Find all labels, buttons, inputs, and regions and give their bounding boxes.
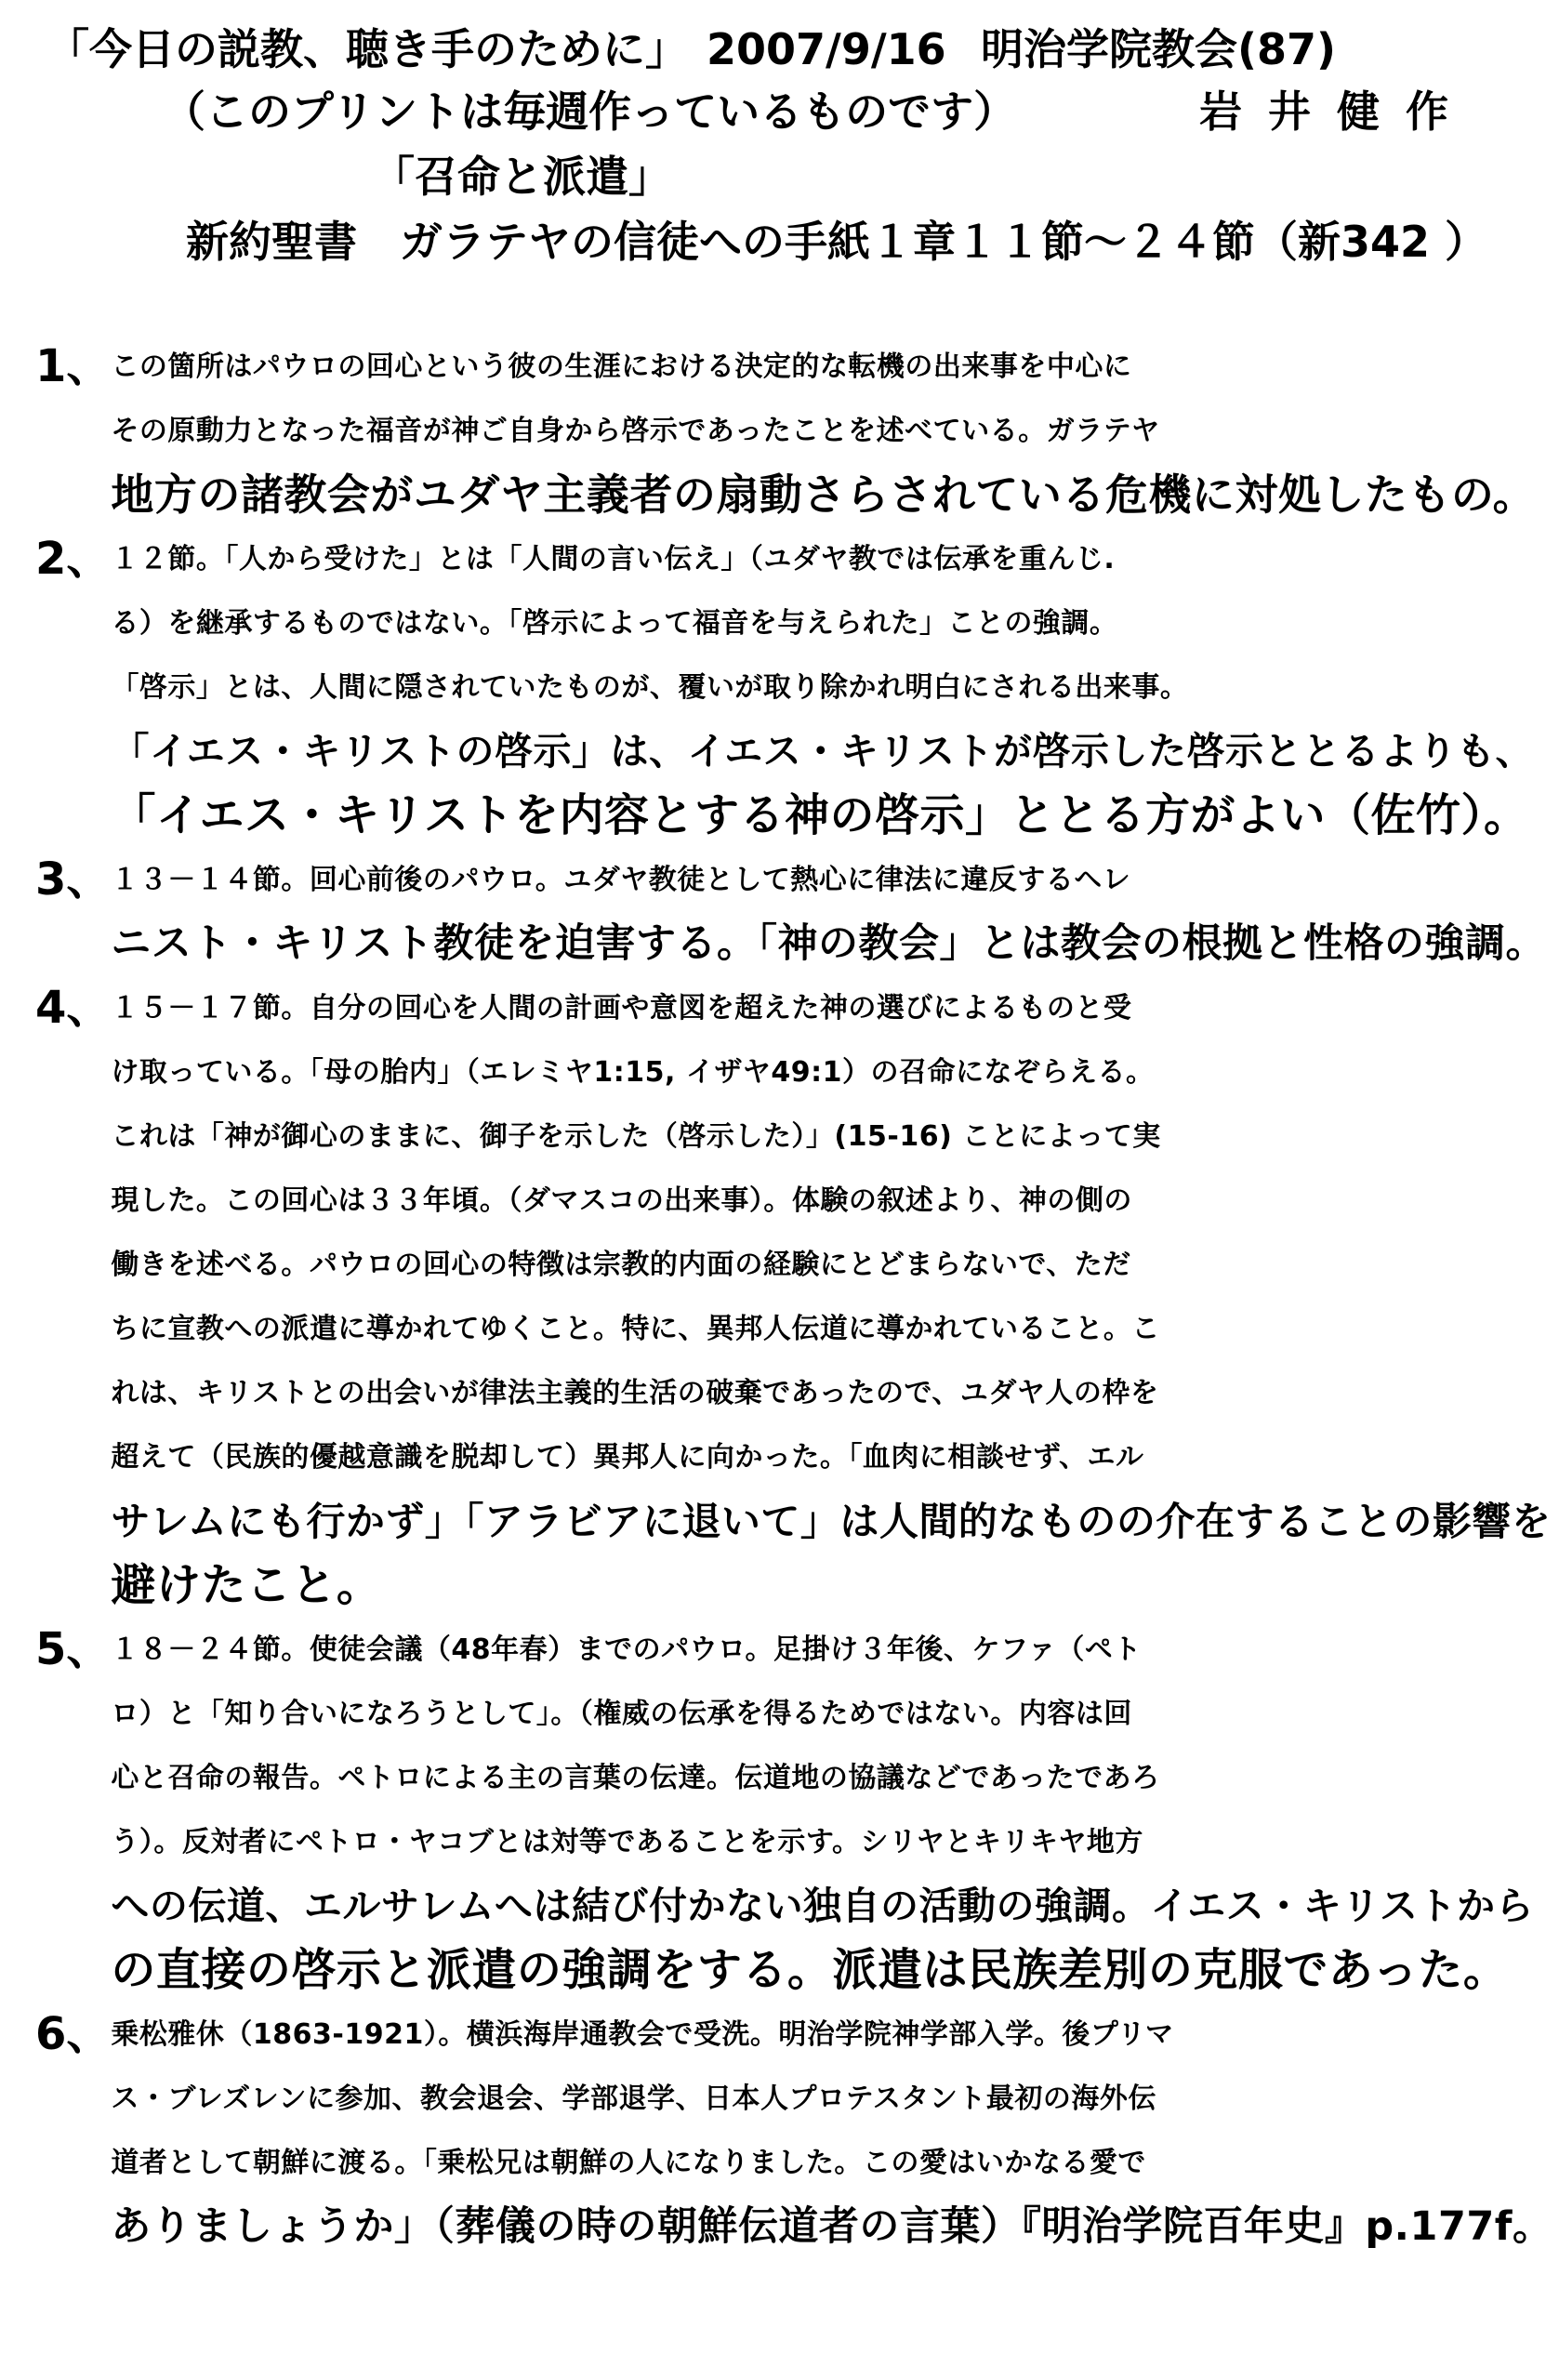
- note-line: う）。反対者にペトロ・ヤコブとは対等であることを示す。シリヤとキリキヤ地方: [111, 1826, 1143, 1858]
- note-line: 道者として朝鮮に渡る。「乗松兄は朝鮮の人になりました。この愛はいかなる愛で: [111, 2147, 1146, 2179]
- note-line: その原動力となった福音が神ご自身から啓示であったことを述べている。ガラテヤ: [111, 415, 1160, 447]
- note-line: これは「神が御心のままに、御子を示した（啓示した）」(15-16) ことによって実: [111, 1120, 1161, 1153]
- note-line: 心と召命の報告。ペトロによる主の言葉の伝達。伝道地の協議などであったであろ: [111, 1762, 1160, 1794]
- note-item: [35, 848, 1547, 976]
- note-line: ロ）と「知り合いになろうとして」。（権威の伝承を得るためではない。内容は回: [111, 1698, 1132, 1730]
- note-line: 「イエス・キリストの啓示」は、イエス・キリストが啓示した啓示ととるよりも、: [111, 729, 1534, 774]
- numbered-notes: [35, 335, 1553, 2259]
- note-line: る）を継承するものではない。「啓示によって福音を与えられた」ことの強調。: [111, 607, 1118, 640]
- church-name: 明治学院教会(87): [981, 24, 1337, 74]
- note-text: [111, 848, 1546, 976]
- note-item: [35, 2003, 1553, 2259]
- note-line: サレムにも行かず」「アラビアに退いて」は人間的なものの介在することの影響を: [111, 1499, 1552, 1544]
- note-line: ス・ブレズレンに参加、教会退会、学部退学、日本人プロテスタント最初の海外伝: [111, 2082, 1156, 2115]
- note-line: れは、キリストとの出会いが律法主義的生活の破棄であったので、ユダヤ人の枠を: [111, 1377, 1159, 1409]
- series-title: 「今日の説教、聴き手のために」: [46, 24, 688, 74]
- note-text: [111, 976, 1551, 1618]
- note-line: ありましょうか」（葬儀の時の朝鮮伝道者の言葉）『明治学院百年史』p.177f。: [111, 2203, 1553, 2250]
- note-text: [111, 335, 1536, 527]
- note-line: への伝道、エルサレムへは結び付かない独自の活動の強調。イエス・キリストから: [111, 1884, 1534, 1928]
- note-line: 「イエス・キリストを内容とする神の啓示」ととる方がよい（佐竹）。: [111, 789, 1529, 841]
- note-number: 2、: [35, 533, 112, 585]
- note-line: １８－２４節。使徒会議（48年春）までのパウロ。足掛け３年後、ケファ（ペト: [111, 1633, 1142, 1666]
- note-line: 超えて（民族的優越意識を脱却して）異邦人に向かった。「血肉に相談せず、エル: [111, 1441, 1144, 1474]
- note-item: [35, 1618, 1532, 2003]
- scripture-reference: 新約聖書 ガラテヤの信徒への手紙１章１１節～２４節（新342 ）: [186, 217, 1488, 267]
- note-text: [111, 1618, 1534, 2003]
- note-line: 「啓示」とは、人間に隠されていたものが、覆いが取り除かれ明白にされる出来事。: [111, 671, 1189, 704]
- note-line: ニスト・キリスト教徒を迫害する。「神の教会」とは教会の根拠と性格の強調。: [111, 920, 1547, 967]
- note-line: 避けたこと。: [111, 1559, 382, 1611]
- note-text: [111, 2003, 1552, 2259]
- note-number: 5、: [35, 1623, 112, 1675]
- note-line: １２節。「人から受けた」とは「人間の言い伝え」（ユダヤ教では伝承を重んじ.: [111, 543, 1116, 575]
- note-item: [35, 527, 1532, 848]
- note-number: 3、: [35, 853, 112, 906]
- note-line: 働きを述べる。パウロの回心の特徴は宗教的内面の経験にとどまらないで、ただ: [111, 1249, 1131, 1281]
- note-item: [35, 335, 1537, 527]
- note-line: 現した。この回心は３３年頃。（ダマスコの出来事）。体験の叙述より、神の側の: [111, 1184, 1132, 1217]
- note-line: の直接の啓示と派遣の強調をする。派遣は民族差別の克服であった。: [111, 1944, 1509, 1996]
- note-line: この箇所はパウロの回心という彼の生涯における決定的な転機の出来事を中心に: [111, 350, 1132, 383]
- note-line: け取っている。「母の胎内」（エレミヤ1:15, イザヤ49:1）の召命になぞらえる。: [111, 1056, 1155, 1089]
- note-number: 6、: [35, 2008, 112, 2060]
- sermon-title: 「召命と派遣」: [372, 152, 671, 202]
- author-name: 岩井健作: [1199, 86, 1474, 137]
- sermon-date: 2007/9/16: [707, 24, 946, 74]
- note-item: [35, 976, 1552, 1618]
- note-number: 4、: [35, 982, 112, 1034]
- print-note: （このプリントは毎週作っているものです）: [163, 86, 1017, 137]
- note-line: １３－１４節。回心前後のパウロ。ユダヤ教徒として熱心に律法に違反するヘレ: [111, 864, 1131, 896]
- note-line: 地方の諸教会がユダヤ主義者の扇動さらされている危機に対処したもの。: [111, 469, 1537, 520]
- note-line: 乗松雅休（1863-1921）。横浜海岸通教会で受洗。明治学院神学部入学。後プリマ: [111, 2018, 1174, 2051]
- note-line: １５－１７節。自分の回心を人間の計画や意図を超えた神の選びによるものと受: [111, 992, 1132, 1025]
- note-line: ちに宣教への派遣に導かれてゆくこと。特に、異邦人伝道に導かれていること。こ: [111, 1313, 1160, 1345]
- note-number: 1、: [35, 340, 112, 392]
- note-text: [111, 527, 1534, 848]
